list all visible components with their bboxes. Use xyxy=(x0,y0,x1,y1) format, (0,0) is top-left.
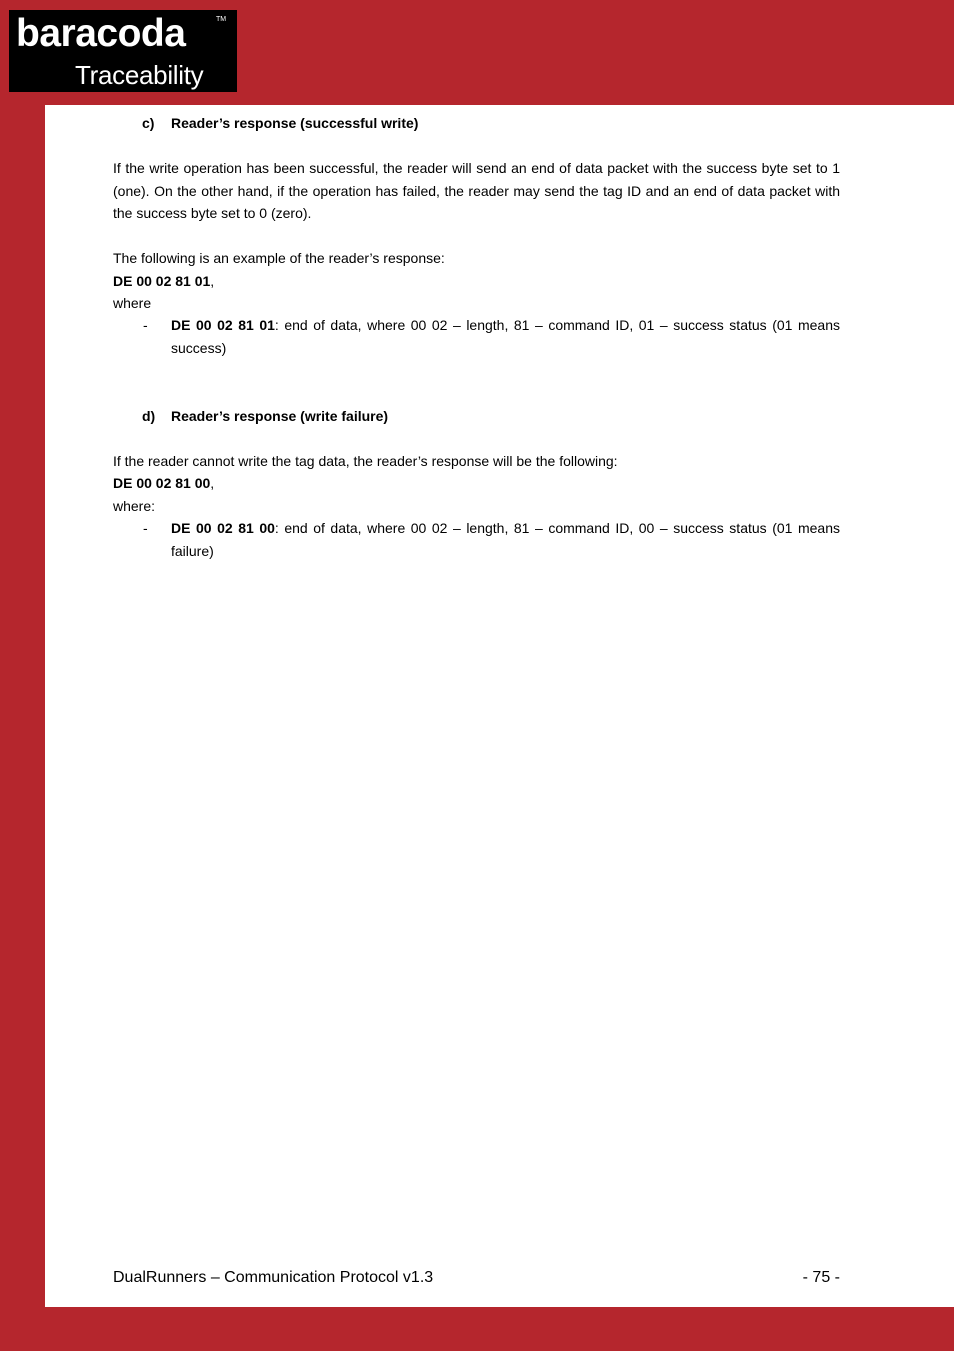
footer-page-number: - 75 - xyxy=(802,1269,840,1286)
section-c-code-suffix: , xyxy=(210,273,215,289)
section-d-code-line xyxy=(113,474,214,492)
section-d-bullet-text: : end of data, where 00 02 – length, 81 – command ID, 00 – success status (01 means failure) xyxy=(171,520,840,559)
section-d-bullet-dash: - xyxy=(143,520,148,536)
section-d-marker: d) xyxy=(142,408,156,424)
baracoda-logo xyxy=(9,10,237,92)
section-d-code-suffix: , xyxy=(210,475,215,491)
logo-trademark: TM xyxy=(216,16,227,23)
logo-subtitle: Traceability xyxy=(75,60,204,90)
section-c-marker: c) xyxy=(142,115,155,131)
section-d-code: DE 00 02 81 00 xyxy=(113,475,211,491)
section-c-bullet-dash: - xyxy=(143,317,148,333)
section-c-title: Reader’s response (successful write) xyxy=(171,115,419,131)
logo-brand: baracoda xyxy=(16,12,186,55)
section-c-intro: The following is an example of the reader’s response: xyxy=(113,250,445,266)
section-c-code-line xyxy=(113,272,214,290)
section-d-bullet xyxy=(171,517,840,562)
section-c-bullet-code: DE 00 02 81 01 xyxy=(171,317,275,333)
section-d-intro: If the reader cannot write the tag data, the reader’s response will be the following: xyxy=(113,453,618,469)
footer-title: DualRunners – Communication Protocol v1.3 xyxy=(113,1269,434,1286)
section-c-bullet-text: : end of data, where 00 02 – length, 81 – command ID, 01 – success status (01 means success) xyxy=(171,317,840,356)
section-d-where: where: xyxy=(113,498,156,514)
section-c-paragraph: If the write operation has been successful, the reader will send an end of data packet with the success byte set to 1 (one). On the other hand, if the operation has failed, the reader may send the tag ID and an end of data packet with the success byte set to 0 (zero). xyxy=(113,160,840,221)
section-d-title: Reader’s response (write failure) xyxy=(171,408,389,424)
section-c-bullet xyxy=(171,314,840,359)
section-c-code: DE 00 02 81 01 xyxy=(113,273,211,289)
section-c-where: where xyxy=(113,295,152,311)
section-d-bullet-code: DE 00 02 81 00 xyxy=(171,520,275,536)
